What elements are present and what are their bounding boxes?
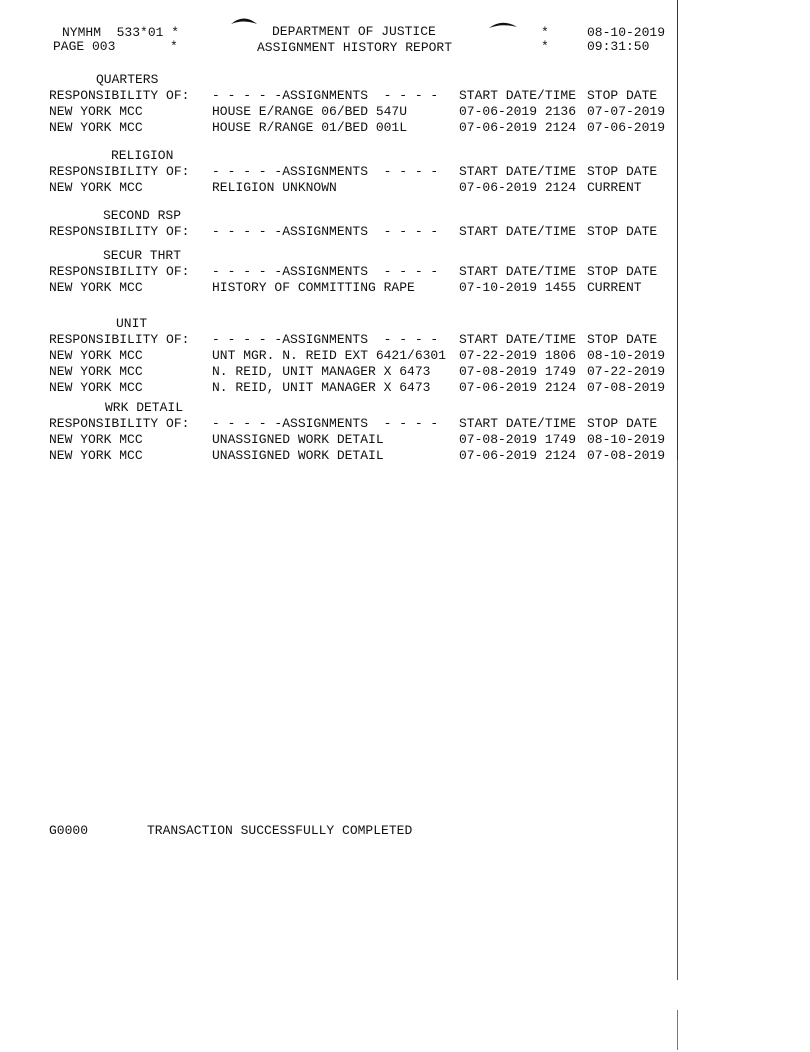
transaction-message: TRANSACTION SUCCESSFULLY COMPLETED — [147, 823, 413, 838]
copy-smudge-right — [488, 19, 518, 29]
col-header-responsibility: RESPONSIBILITY OF: — [49, 88, 190, 103]
row-responsibility: NEW YORK MCC — [49, 120, 143, 135]
col-header-stop: STOP DATE — [587, 224, 658, 239]
col-header-start: START DATE/TIME — [459, 224, 577, 239]
col-header-assignments: - - - - -ASSIGNMENTS - - - - — [212, 164, 439, 179]
margin-rule-bottom — [677, 1010, 678, 1050]
row-start: 07-06-2019 2124 — [459, 120, 577, 135]
col-header-assignments: - - - - -ASSIGNMENTS - - - - — [212, 332, 439, 347]
col-header-responsibility: RESPONSIBILITY OF: — [49, 264, 190, 279]
report-agency: DEPARTMENT OF JUSTICE — [272, 24, 436, 39]
row-responsibility: NEW YORK MCC — [49, 364, 143, 379]
col-header-assignments: - - - - -ASSIGNMENTS - - - - — [212, 224, 439, 239]
col-header-start: START DATE/TIME — [459, 264, 577, 279]
col-header-responsibility: RESPONSIBILITY OF: — [49, 224, 190, 239]
col-header-start: START DATE/TIME — [459, 332, 577, 347]
row-responsibility: NEW YORK MCC — [49, 380, 143, 395]
col-header-stop: STOP DATE — [587, 88, 658, 103]
section-title: UNIT — [116, 316, 148, 331]
row-responsibility: NEW YORK MCC — [49, 104, 143, 119]
header-star-2: * — [541, 39, 549, 54]
row-start: 07-06-2019 2136 — [459, 104, 577, 119]
header-star-1: * — [541, 25, 549, 40]
col-header-responsibility: RESPONSIBILITY OF: — [49, 416, 190, 431]
transaction-code: G0000 — [49, 823, 89, 838]
row-responsibility: NEW YORK MCC — [49, 180, 143, 195]
row-stop: 07-08-2019 — [587, 380, 666, 395]
row-stop: 08-10-2019 — [587, 348, 666, 363]
report-time: 09:31:50 — [587, 39, 650, 54]
row-responsibility: NEW YORK MCC — [49, 280, 143, 295]
row-assignment: UNT MGR. N. REID EXT 6421/6301 — [212, 348, 447, 363]
row-stop: 08-10-2019 — [587, 432, 666, 447]
row-assignment: UNASSIGNED WORK DETAIL — [212, 432, 384, 447]
col-header-start: START DATE/TIME — [459, 416, 577, 431]
row-responsibility: NEW YORK MCC — [49, 432, 143, 447]
row-start: 07-08-2019 1749 — [459, 364, 577, 379]
col-header-assignments: - - - - -ASSIGNMENTS - - - - — [212, 88, 439, 103]
margin-rule — [677, 0, 678, 460]
copy-smudge-left — [229, 15, 259, 25]
row-assignment: HOUSE R/RANGE 01/BED 001L — [212, 120, 408, 135]
report-date: 08-10-2019 — [587, 25, 666, 40]
col-header-start: START DATE/TIME — [459, 164, 577, 179]
section-title: QUARTERS — [96, 72, 159, 87]
row-responsibility: NEW YORK MCC — [49, 448, 143, 463]
row-assignment: UNASSIGNED WORK DETAIL — [212, 448, 384, 463]
col-header-stop: STOP DATE — [587, 416, 658, 431]
row-assignment: N. REID, UNIT MANAGER X 6473 — [212, 364, 431, 379]
page-number: PAGE 003 * — [53, 39, 178, 54]
report-title: ASSIGNMENT HISTORY REPORT — [257, 40, 453, 55]
section-title: SECOND RSP — [103, 208, 182, 223]
row-stop: CURRENT — [587, 180, 642, 195]
col-header-assignments: - - - - -ASSIGNMENTS - - - - — [212, 264, 439, 279]
row-assignment: HISTORY OF COMMITTING RAPE — [212, 280, 415, 295]
row-start: 07-06-2019 2124 — [459, 380, 577, 395]
row-stop: CURRENT — [587, 280, 642, 295]
row-assignment: N. REID, UNIT MANAGER X 6473 — [212, 380, 431, 395]
row-stop: 07-07-2019 — [587, 104, 666, 119]
col-header-start: START DATE/TIME — [459, 88, 577, 103]
col-header-stop: STOP DATE — [587, 332, 658, 347]
row-stop: 07-08-2019 — [587, 448, 666, 463]
row-responsibility: NEW YORK MCC — [49, 348, 143, 363]
col-header-responsibility: RESPONSIBILITY OF: — [49, 164, 190, 179]
row-stop: 07-06-2019 — [587, 120, 666, 135]
col-header-stop: STOP DATE — [587, 164, 658, 179]
row-assignment: RELIGION UNKNOWN — [212, 180, 337, 195]
section-title: RELIGION — [111, 148, 174, 163]
row-start: 07-08-2019 1749 — [459, 432, 577, 447]
col-header-responsibility: RESPONSIBILITY OF: — [49, 332, 190, 347]
row-start: 07-10-2019 1455 — [459, 280, 577, 295]
section-title: SECUR THRT — [103, 248, 182, 263]
col-header-stop: STOP DATE — [587, 264, 658, 279]
system-id: NYMHM 533*01 * — [62, 25, 180, 40]
row-start: 07-06-2019 2124 — [459, 180, 577, 195]
row-assignment: HOUSE E/RANGE 06/BED 547U — [212, 104, 408, 119]
row-start: 07-22-2019 1806 — [459, 348, 577, 363]
section-title: WRK DETAIL — [105, 400, 184, 415]
col-header-assignments: - - - - -ASSIGNMENTS - - - - — [212, 416, 439, 431]
margin-rule-lower — [677, 460, 678, 980]
row-stop: 07-22-2019 — [587, 364, 666, 379]
row-start: 07-06-2019 2124 — [459, 448, 577, 463]
